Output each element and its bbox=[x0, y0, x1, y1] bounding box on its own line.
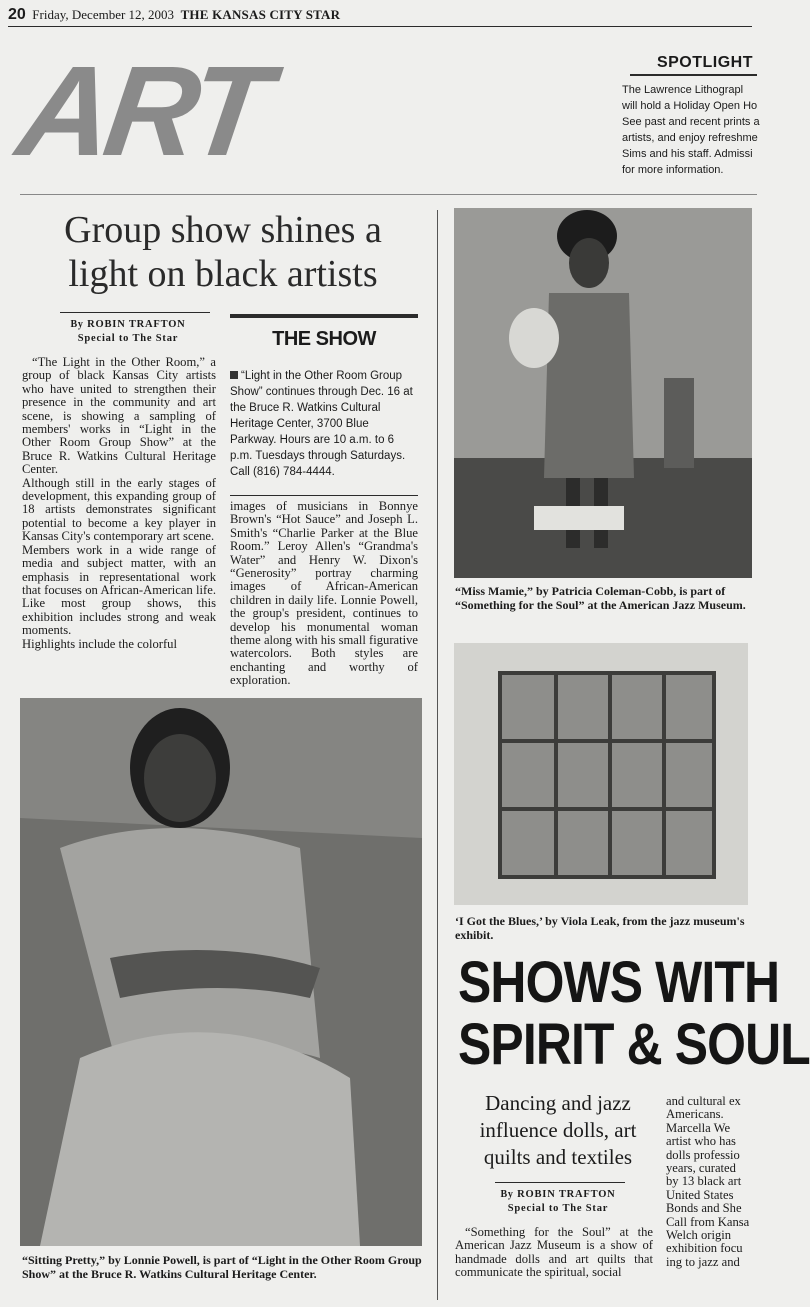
article2-headline bbox=[458, 950, 810, 1077]
article2-headline-line1: SHOWS WITH bbox=[458, 950, 780, 1015]
miss-mamie-doll bbox=[454, 208, 752, 578]
sidebar-top-rule bbox=[230, 314, 418, 318]
got-the-blues-quilt bbox=[454, 643, 748, 905]
byline-by: By bbox=[70, 319, 84, 330]
spotlight-label: SPOTLIGHT bbox=[656, 54, 753, 71]
spotlight-text: The Lawrence Lithograpl will hold a Holiday Open Ho See past and recent prints a artists, and enjoy refreshme Sims and his staff. Admissi for more information. bbox=[622, 84, 760, 176]
article2-column-1: “Something for the Soul” at the American Jazz Museum is a show of handmade dolls and art quilts that communicate the spiritual, social bbox=[455, 1225, 653, 1280]
sitting-pretty-caption: “Sitting Pretty,” by Lonnie Powell, is part of “Light in the Other Room Group Show” at the Bruce R. Watkins Cultural Heritage Center. bbox=[22, 1253, 422, 1281]
byline-role: Special to The Star bbox=[77, 333, 179, 344]
got-the-blues-caption: ‘I Got the Blues,’ by Viola Leak, from the jazz museum's exhibit. bbox=[455, 914, 745, 942]
spotlight-rule bbox=[630, 74, 757, 76]
article2-column-2: and cultural ex Americans. Marcella We artist who has dolls professio years, curated by 13 black art United States Bonds and She Call from Kansa Welch origin exhibition focu ing to jazz and bbox=[666, 1094, 750, 1269]
publication-name: THE KANSAS CITY STAR bbox=[180, 7, 341, 22]
section-divider bbox=[20, 194, 757, 195]
article-headline: Group show shines a light on black artists bbox=[64, 209, 382, 295]
sitting-pretty-painting bbox=[20, 698, 422, 1246]
sidebar-title: THE SHOW bbox=[272, 328, 376, 350]
article2-byline-name: ROBIN TRAFTON bbox=[517, 1189, 616, 1200]
article2-deck: Dancing and jazz influence dolls, art quilts and textiles bbox=[479, 1091, 637, 1169]
article-column-1: “The Light in the Other Room,” a group of black Kansas City artists who have united to strengthen their presence in the community and art scene, is showing a sampling of members' works in “Light in the Other Room Group Show” at the Bruce R. Watkins Cultural Heritage Center. Although still in the early stages of development, this expanding group of 18 artists demonstrates significant potential to become a key player in Kansas City's contemporary art scene. Members work in a wide range of media and subject matter, with an emphasis in representational work that focuses on African-American life. Like most group shows, this exhibition includes strong and weak moments. Highlights include the colorful bbox=[22, 355, 216, 651]
sidebar-body: “Light in the Other Room Group Show” continues through Dec. 16 at the Bruce R. Watkins Cultural Heritage Center, 3700 Blue Parkway. Hours are 10 a.m. to 6 p.m. Tuesdays through Saturdays. Call (816) 784-4444. bbox=[230, 370, 413, 478]
byline-name: ROBIN TRAFTON bbox=[87, 319, 186, 330]
got-the-blues-photo bbox=[454, 643, 748, 905]
article2-byline bbox=[458, 1188, 658, 1216]
sidebar-text bbox=[230, 368, 418, 480]
column-divider bbox=[437, 210, 438, 1300]
page-number: 20 bbox=[8, 6, 26, 23]
page-header bbox=[8, 6, 340, 24]
sidebar-bottom-rule bbox=[230, 495, 418, 496]
byline-rule bbox=[60, 312, 210, 313]
article-byline bbox=[28, 318, 228, 346]
article2-byline-rule bbox=[495, 1182, 625, 1183]
article-column-2: images of musicians in Bonnye Brown's “Hot Sauce” and Joseph L. Smith's “Charlie Parker at the Blue Room.” Leroy Allen's “Grandma's Water” and Henry W. Dixon's “Generosity” portray charming images of African-American children in daily life. Lonnie Powell, the group's president, continues to develop his monumental woman theme along with his small figurative watercolors. Both styles are enchanting and worthy of exploration. bbox=[230, 499, 418, 688]
miss-mamie-caption: “Miss Mamie,” by Patricia Coleman-Cobb, is part of “Something for the Soul” at the American Jazz Museum. bbox=[455, 584, 746, 612]
article2-headline-line2: SPIRIT & SOUL bbox=[458, 1012, 810, 1077]
miss-mamie-photo bbox=[454, 208, 752, 578]
header-rule bbox=[8, 26, 752, 27]
section-title: ART bbox=[10, 40, 273, 183]
article2-byline-by: By bbox=[500, 1189, 514, 1200]
sitting-pretty-photo bbox=[20, 698, 422, 1246]
page-date: Friday, December 12, 2003 bbox=[32, 7, 175, 22]
article2-byline-role: Special to The Star bbox=[507, 1203, 609, 1214]
bullet-square-icon bbox=[230, 371, 238, 379]
